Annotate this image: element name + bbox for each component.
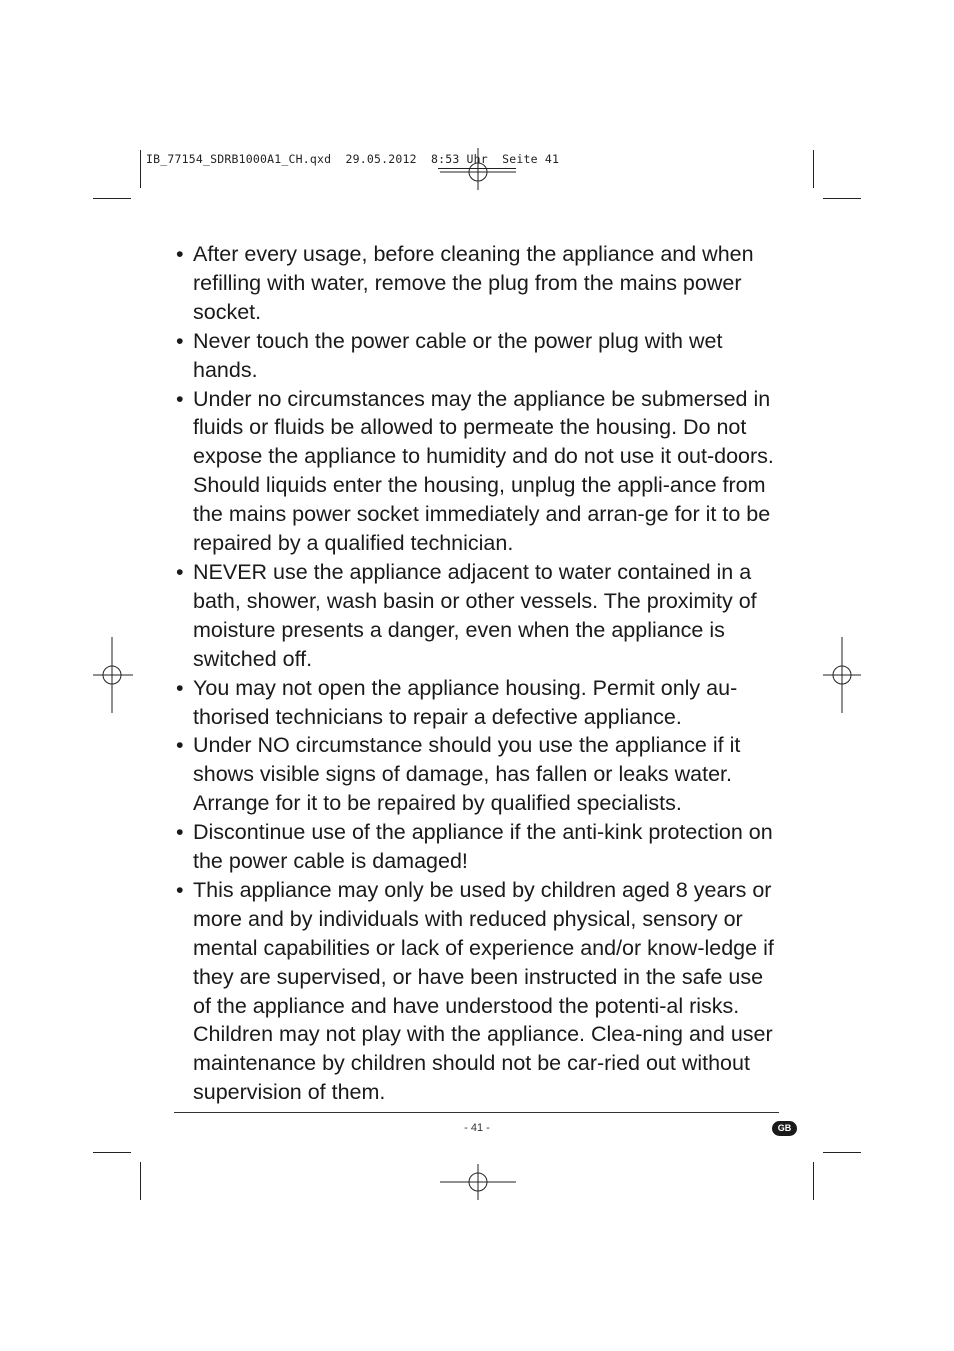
list-item-text: NEVER use the appliance adjacent to water contained in a bath, shower, wash basin or other vessels. The proximity of moisture presents a danger, even when the appliance is switched off. bbox=[193, 559, 757, 671]
registration-mark-left-icon bbox=[93, 637, 169, 713]
crop-mark-top-right-horizontal bbox=[823, 198, 861, 199]
crop-mark-bottom-left-vertical bbox=[140, 1162, 141, 1200]
bullet: • bbox=[176, 559, 184, 584]
bullet: • bbox=[176, 328, 184, 353]
bullet: • bbox=[176, 877, 184, 902]
list-item bbox=[174, 731, 780, 818]
list-item bbox=[174, 558, 780, 674]
list-item bbox=[174, 876, 780, 1107]
crop-mark-top-left-horizontal bbox=[93, 198, 131, 199]
list-item-text: This appliance may only be used by children aged 8 years or more and by individuals with reduced physical, sensory or mental capabilities or lack of experience and/or know-ledge if they are supervised, or have been instructed in the safe use of the appliance and have understood the potenti-al risks. Children may not play with the appliance. Clea-ning and user maintenance by children should not be car-ried out without supervision of them. bbox=[193, 877, 774, 1105]
crop-mark-top-left-vertical bbox=[140, 150, 141, 188]
bullet: • bbox=[176, 242, 184, 266]
bullet: • bbox=[176, 733, 184, 758]
list-item-text: Under NO circumstance should you use the appliance if it shows visible signs of damage, has fallen or leaks water. Arrange for it to be repaired by qualified specialists. bbox=[193, 733, 741, 816]
language-badge: GB bbox=[772, 1121, 797, 1136]
crop-mark-bottom-right-horizontal bbox=[823, 1152, 861, 1153]
crop-mark-bottom-left-horizontal bbox=[93, 1152, 131, 1153]
list-item bbox=[174, 327, 780, 385]
list-item-text: You may not open the appliance housing. Permit only au-thorised technicians to repair a defective appliance. bbox=[193, 675, 738, 729]
list-item bbox=[174, 240, 780, 327]
list-item bbox=[174, 818, 780, 876]
bullet: • bbox=[176, 820, 184, 845]
list-item-text: After every usage, before cleaning the appliance and when refilling with water, remove the plug from the mains power socket. bbox=[193, 242, 754, 324]
bullet: • bbox=[176, 675, 184, 700]
crop-mark-bottom-right-vertical bbox=[813, 1162, 814, 1200]
registration-mark-top-icon bbox=[440, 134, 516, 210]
footer-rule bbox=[174, 1112, 779, 1113]
safety-instructions-list bbox=[174, 240, 780, 1107]
list-item-text: Never touch the power cable or the power plug with wet hands. bbox=[193, 328, 723, 382]
list-item bbox=[174, 674, 780, 732]
list-item-text: Discontinue use of the appliance if the anti-kink protection on the power cable is damaged! bbox=[193, 820, 773, 874]
list-item bbox=[174, 385, 780, 558]
page-number: - 41 - bbox=[464, 1122, 490, 1134]
list-item-text: Under no circumstances may the appliance be submersed in fluids or fluids be allowed to permeate the housing. Do not expose the appliance to humidity and do not use it out-doors. Should liquids enter the housing, unplug the appli-ance from the mains power socket immediately and arran-ge for it to be repaired by a qualified technician. bbox=[193, 386, 774, 556]
registration-mark-bottom-icon bbox=[440, 1144, 516, 1220]
bullet: • bbox=[176, 386, 184, 411]
print-slug: IB_77154_SDRB1000A1_CH.qxd 29.05.2012 8:53 Uhr Seite 41 bbox=[146, 152, 560, 166]
registration-mark-right-icon bbox=[785, 637, 861, 713]
crop-mark-top-right-vertical bbox=[813, 150, 814, 188]
